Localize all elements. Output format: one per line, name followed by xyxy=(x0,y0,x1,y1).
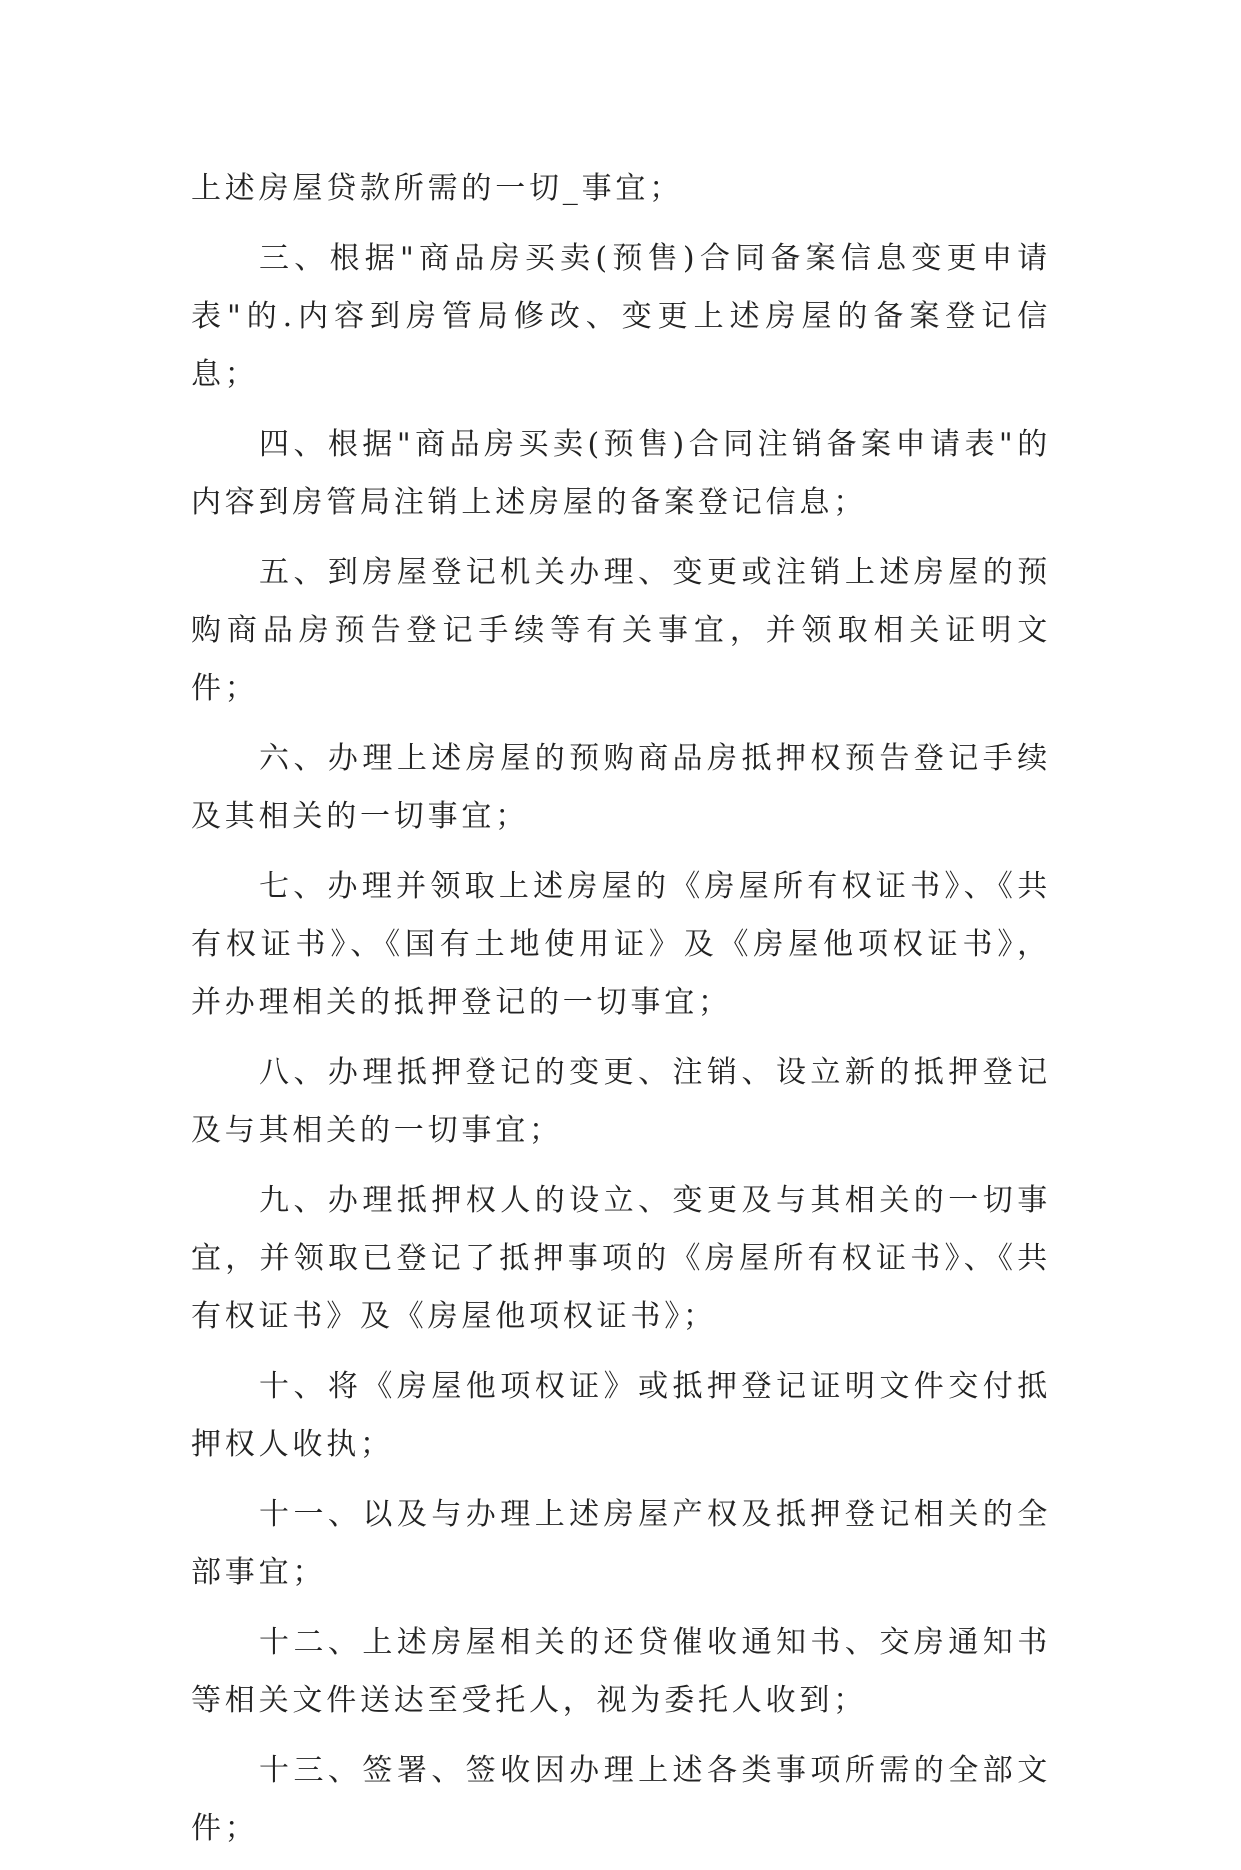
paragraph-item-8: 八、办理抵押登记的变更、注销、设立新的抵押登记及与其相关的一切事宜； xyxy=(191,1055,1051,1148)
paragraph-item-3: 三、根据"商品房买卖(预售)合同备案信息变更申请表"的.内容到房管局修改、变更上述房屋的备案登记信息； xyxy=(191,241,1051,392)
paragraph-continuation: 上述房屋贷款所需的一切_事宜； xyxy=(191,171,683,206)
paragraph-item-6: 六、办理上述房屋的预购商品房抵押权预告登记手续及其相关的一切事宜； xyxy=(191,741,1051,834)
paragraph-item-13: 十三、签署、签收因办理上述各类事项所需的全部文件； xyxy=(191,1753,1051,1846)
paragraph-item-12: 十二、上述房屋相关的还贷催收通知书、交房通知书等相关文件送达至受托人，视为委托人收到； xyxy=(191,1625,1051,1718)
paragraph-item-7: 七、办理并领取上述房屋的《房屋所有权证书》、《共有权证书》、《国有土地使用证》及《房屋他项权证书》，并办理相关的抵押登记的一切事宜； xyxy=(191,869,1051,1020)
paragraph-item-11: 十一、以及与办理上述房屋产权及抵押登记相关的全部事宜； xyxy=(191,1497,1051,1590)
paragraph-item-9: 九、办理抵押权人的设立、变更及与其相关的一切事宜，并领取已登记了抵押事项的《房屋所有权证书》、《共有权证书》及《房屋他项权证书》； xyxy=(191,1183,1051,1334)
paragraph-item-4: 四、根据"商品房买卖(预售)合同注销备案申请表"的内容到房管局注销上述房屋的备案登记信息； xyxy=(191,427,1051,520)
paragraph-item-5: 五、到房屋登记机关办理、变更或注销上述房屋的预购商品房预告登记手续等有关事宜，并领取相关证明文件； xyxy=(191,555,1051,706)
document-body xyxy=(191,160,1051,1870)
paragraph-item-10: 十、将《房屋他项权证》或抵押登记证明文件交付抵押权人收执； xyxy=(191,1369,1051,1462)
